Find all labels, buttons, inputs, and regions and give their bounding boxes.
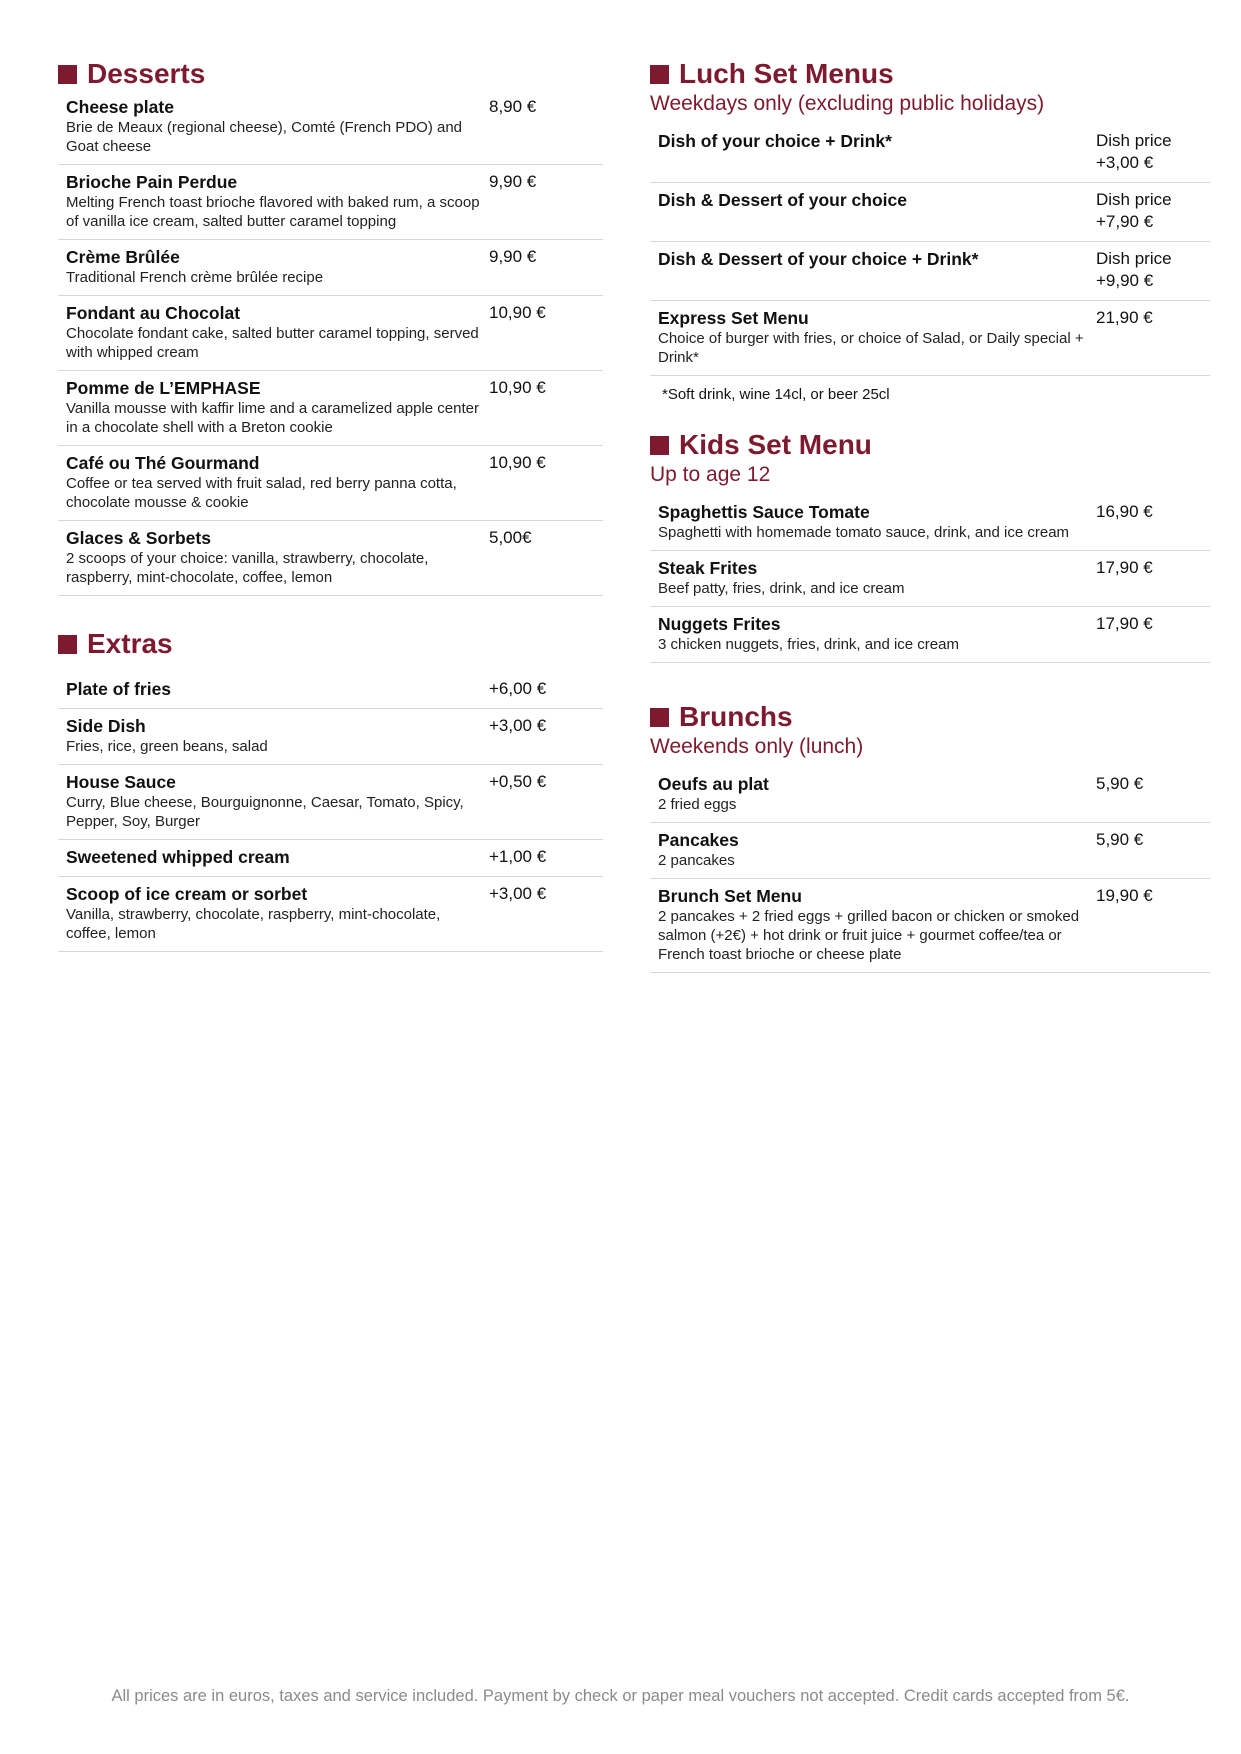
extras-list — [58, 672, 603, 952]
extras-section — [58, 630, 603, 952]
menu-item-price: 5,90 € — [1096, 830, 1144, 849]
extras-heading — [58, 630, 603, 658]
menu-item-text — [658, 248, 1090, 292]
menu-item-name: Side Dish — [66, 716, 146, 736]
menu-item — [650, 301, 1210, 376]
lunch-title: Luch Set Menus — [679, 58, 894, 89]
menu-item — [650, 607, 1210, 663]
kids-heading — [650, 431, 1210, 459]
menu-item-description: Beef patty, fries, drink, and ice cream — [658, 580, 905, 597]
menu-item-price: +3,00 € — [489, 716, 547, 735]
menu-item-description: Vanilla, strawberry, chocolate, raspberry, mint-chocolate, coffee, lemon — [66, 906, 441, 942]
menu-item-price: +1,00 € — [489, 847, 547, 866]
menu-item-price: 5,00€ — [489, 528, 532, 547]
menu-item-price: 19,90 € — [1096, 886, 1153, 905]
menu-item-text — [66, 771, 483, 831]
menu-item-description: Curry, Blue cheese, Bourguignonne, Caesar, Tomato, Spicy, Pepper, Soy, Burger — [66, 794, 464, 830]
menu-item-description: Vanilla mousse with kaffir lime and a caramelized apple center in a chocolate shell with a Breton cookie — [66, 400, 479, 436]
menu-item — [650, 183, 1210, 242]
menu-item-text — [66, 846, 483, 868]
menu-item-text — [658, 130, 1090, 174]
desserts-section — [58, 60, 603, 596]
menu-item-description: 2 fried eggs — [658, 796, 737, 813]
square-bullet-icon — [58, 635, 77, 654]
menu-item-price: Dish price +3,00 € — [1096, 131, 1172, 172]
menu-item-text — [658, 613, 1090, 654]
menu-item — [650, 551, 1210, 607]
menu-item-price: 10,90 € — [489, 378, 546, 397]
brunch-title: Brunchs — [679, 701, 793, 732]
menu-item-name: Brioche Pain Perdue — [66, 172, 238, 192]
menu-item-name: Cheese plate — [66, 97, 174, 117]
left-column — [58, 60, 603, 952]
menu-item-name: Dish of your choice + Drink* — [658, 131, 892, 151]
menu-item-price: +6,00 € — [489, 679, 547, 698]
menu-item-description: 2 pancakes — [658, 852, 735, 869]
menu-item — [58, 371, 603, 446]
menu-item-name: Glaces & Sorbets — [66, 528, 211, 548]
menu-item-description: Chocolate fondant cake, salted butter caramel topping, served with whipped cream — [66, 325, 479, 361]
menu-item-text — [658, 501, 1090, 542]
menu-item-price: 8,90 € — [489, 97, 537, 116]
menu-item — [58, 240, 603, 296]
menu-item — [58, 446, 603, 521]
right-column — [650, 60, 1210, 973]
menu-item-text — [658, 307, 1090, 367]
menu-item-price: 10,90 € — [489, 453, 546, 472]
brunch-subtitle: Weekends only (lunch) — [650, 735, 864, 758]
kids-section — [650, 431, 1210, 663]
square-bullet-icon — [650, 436, 669, 455]
menu-item-price: +0,50 € — [489, 772, 547, 791]
menu-item — [58, 709, 603, 765]
menu-item-text — [66, 171, 483, 231]
menu-item-price: 17,90 € — [1096, 558, 1153, 577]
menu-item-name: Pancakes — [658, 830, 739, 850]
lunch-section — [650, 60, 1210, 403]
menu-item-description: 2 scoops of your choice: vanilla, strawberry, chocolate, raspberry, mint-chocolate, coffee, lemon — [66, 550, 429, 586]
menu-item — [58, 165, 603, 240]
menu-item-description: Choice of burger with fries, or choice of Salad, or Daily special + Drink* — [658, 330, 1084, 366]
square-bullet-icon — [58, 65, 77, 84]
footer-note: All prices are in euros, taxes and service included. Payment by check or paper meal vouchers not accepted. Credit cards accepted from 5€. — [111, 1687, 1130, 1705]
menu-item — [58, 877, 603, 952]
square-bullet-icon — [650, 65, 669, 84]
menu-item — [58, 765, 603, 840]
menu-item — [58, 521, 603, 596]
menu-item — [650, 823, 1210, 879]
menu-item-price: Dish price +9,90 € — [1096, 249, 1172, 290]
brunch-list — [650, 767, 1210, 973]
menu-item-description: 2 pancakes + 2 fried eggs + grilled bacon or chicken or smoked salmon (+2€) + hot drink or fruit juice + gourmet coffee/tea or French toast brioche or cheese plate — [658, 908, 1080, 963]
menu-item-price: 9,90 € — [489, 172, 537, 191]
menu-item — [650, 242, 1210, 301]
menu-item-price: Dish price +7,90 € — [1096, 190, 1172, 231]
menu-item-price: 10,90 € — [489, 303, 546, 322]
menu-item-description: Traditional French crème brûlée recipe — [66, 269, 324, 286]
desserts-title: Desserts — [87, 58, 206, 89]
menu-item — [650, 767, 1210, 823]
menu-item-name: Brunch Set Menu — [658, 886, 802, 906]
desserts-list — [58, 90, 603, 596]
menu-item-name: Dish & Dessert of your choice — [658, 190, 907, 210]
menu-item-name: Oeufs au plat — [658, 774, 769, 794]
menu-item-description: Coffee or tea served with fruit salad, red berry panna cotta, chocolate mousse & cookie — [66, 475, 457, 511]
menu-item-text — [658, 189, 1090, 233]
square-bullet-icon — [650, 708, 669, 727]
menu-item-price: 21,90 € — [1096, 308, 1153, 327]
menu-item-name: Plate of fries — [66, 679, 172, 699]
extras-title: Extras — [87, 628, 173, 659]
menu-item-text — [658, 885, 1090, 964]
menu-item-name: Steak Frites — [658, 558, 758, 578]
menu-item-text — [66, 96, 483, 156]
menu-item-text — [658, 829, 1090, 870]
menu-item-name: Pomme de L’EMPHASE — [66, 378, 261, 398]
menu-item-description: Spaghetti with homemade tomato sauce, drink, and ice cream — [658, 524, 1070, 541]
menu-item — [58, 90, 603, 165]
menu-item-price: 9,90 € — [489, 247, 537, 266]
menu-item — [58, 296, 603, 371]
menu-item-description: Fries, rice, green beans, salad — [66, 738, 268, 755]
menu-item-name: Sweetened whipped cream — [66, 847, 290, 867]
desserts-heading — [58, 60, 603, 88]
menu-item-name: Café ou Thé Gourmand — [66, 453, 260, 473]
menu-item-description: Brie de Meaux (regional cheese), Comté (French PDO) and Goat cheese — [66, 119, 463, 155]
menu-item-text — [66, 678, 483, 700]
kids-list — [650, 495, 1210, 663]
menu-item-text — [66, 302, 483, 362]
menu-item-text — [658, 773, 1090, 814]
menu-item-text — [66, 883, 483, 943]
menu-item — [650, 495, 1210, 551]
menu-item-name: Crème Brûlée — [66, 247, 180, 267]
menu-item-name: Fondant au Chocolat — [66, 303, 241, 323]
menu-item-name: Spaghettis Sauce Tomate — [658, 502, 870, 522]
menu-item-text — [66, 715, 483, 756]
menu-item-description: Melting French toast brioche flavored with baked rum, a scoop of vanilla ice cream, salted butter caramel topping — [66, 194, 480, 230]
menu-item-price: 17,90 € — [1096, 614, 1153, 633]
menu-item-text — [66, 246, 483, 287]
menu-item-description: 3 chicken nuggets, fries, drink, and ice cream — [658, 636, 959, 653]
menu-item-price: 16,90 € — [1096, 502, 1153, 521]
menu-item-name: House Sauce — [66, 772, 176, 792]
menu-item-text — [66, 452, 483, 512]
menu-item-text — [66, 377, 483, 437]
brunch-heading — [650, 703, 1210, 731]
lunch-list — [650, 124, 1210, 376]
lunch-heading — [650, 60, 1210, 88]
menu-item-name: Express Set Menu — [658, 308, 809, 328]
kids-title: Kids Set Menu — [679, 429, 872, 460]
menu-item-price: +3,00 € — [489, 884, 547, 903]
menu-item-name: Dish & Dessert of your choice + Drink* — [658, 249, 979, 269]
kids-subtitle: Up to age 12 — [650, 463, 771, 486]
menu-item — [650, 879, 1210, 973]
menu-item — [650, 124, 1210, 183]
lunch-footnote: *Soft drink, wine 14cl, or beer 25cl — [662, 386, 890, 403]
menu-item-name: Nuggets Frites — [658, 614, 781, 634]
menu-item-text — [658, 557, 1090, 598]
brunch-section — [650, 703, 1210, 973]
menu-item-price: 5,90 € — [1096, 774, 1144, 793]
menu-item-name: Scoop of ice cream or sorbet — [66, 884, 308, 904]
menu-item-text — [66, 527, 483, 587]
menu-item — [58, 672, 603, 709]
lunch-subtitle: Weekdays only (excluding public holidays) — [650, 92, 1045, 115]
menu-item — [58, 840, 603, 877]
